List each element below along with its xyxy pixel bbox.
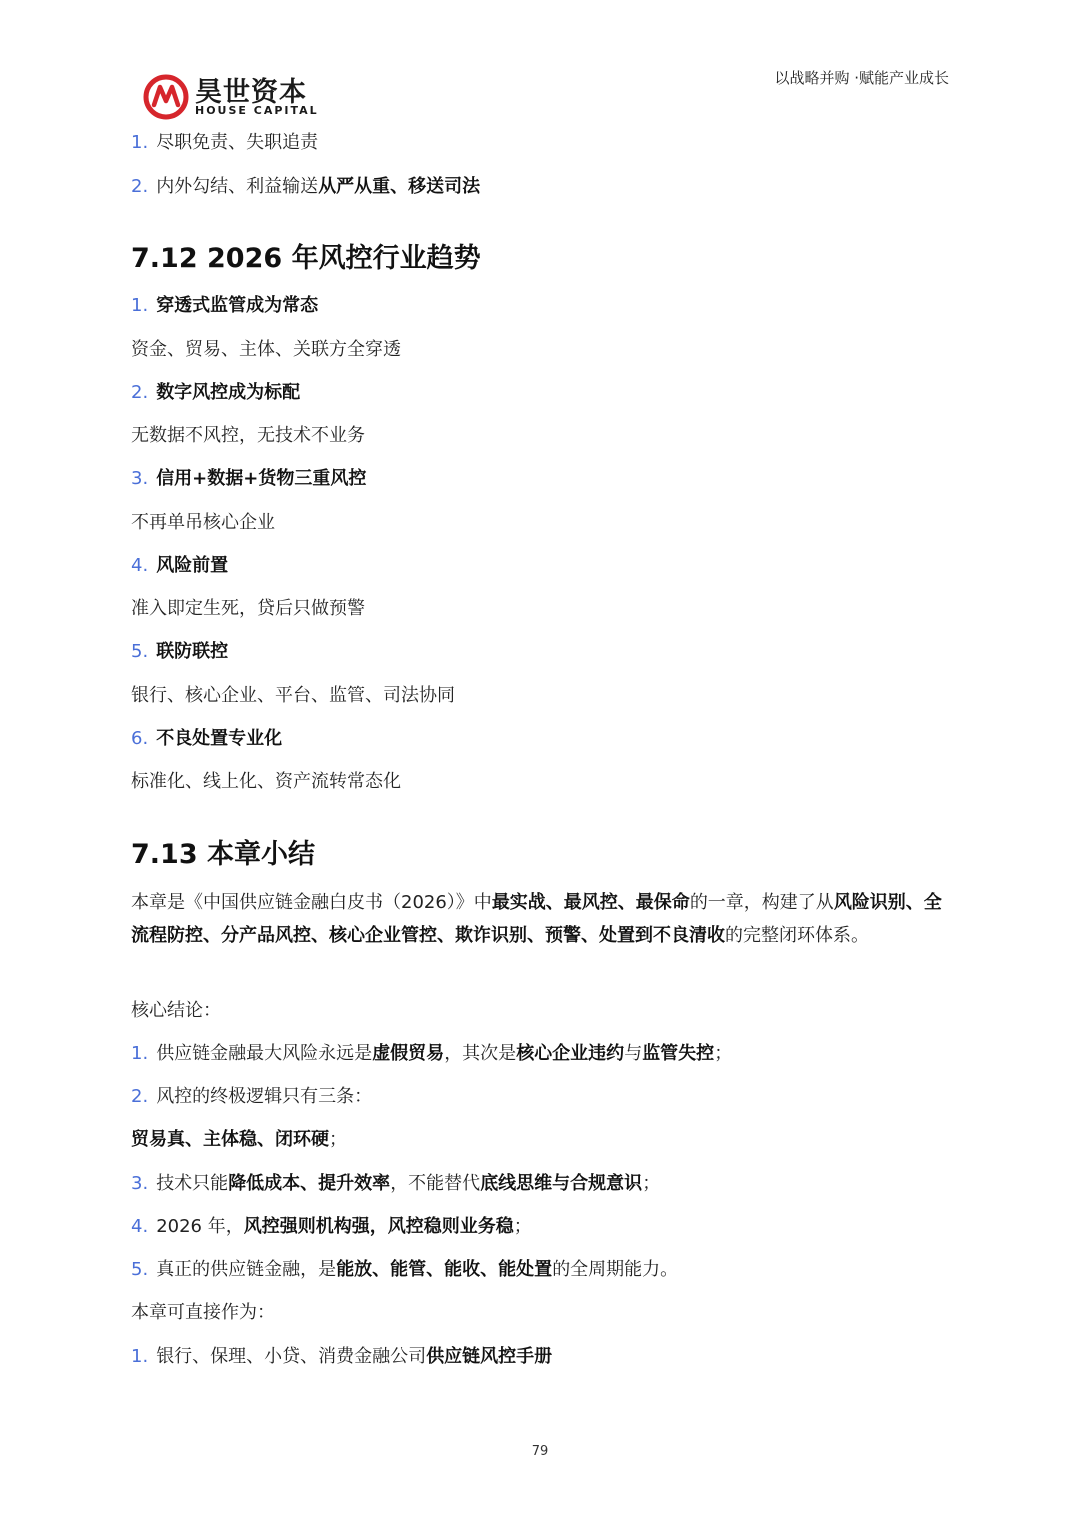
trend-title — [131, 381, 300, 405]
usage-label: 本章可直接作为： — [131, 1302, 275, 1323]
list-text-bold: 从严从重、移送司法 — [318, 176, 481, 197]
trend-desc: 资金、贸易、主体、关联方全穿透 — [131, 339, 401, 360]
conclusions-label: 核心结论： — [131, 1000, 221, 1021]
list-number: 1. — [131, 132, 149, 153]
conclusion-text: 的全周期能力。 — [552, 1259, 679, 1280]
trend-title-text: 风险前置 — [156, 555, 229, 576]
conclusion-text: 风控的终极逻辑只有三条： — [156, 1086, 373, 1107]
conclusion-text-bold: 核心企业违约 — [516, 1043, 625, 1064]
conclusion-text: ； — [714, 1043, 733, 1064]
logo-name-en: HOUSE CAPITAL — [195, 104, 319, 117]
trend-title — [131, 294, 318, 318]
company-logo — [143, 70, 319, 120]
conclusion-text: 与 — [624, 1043, 643, 1064]
trend-title-text: 数字风控成为标配 — [156, 382, 301, 403]
conclusion-text-bold: 底线思维与合规意识 — [480, 1173, 643, 1194]
conclusion-text: ，其次是 — [444, 1043, 517, 1064]
conclusion-text-bold: 监管失控 — [642, 1043, 715, 1064]
summary-text: 的一章，构建了从 — [689, 892, 834, 913]
list-number: 2. — [131, 176, 149, 197]
trend-desc: 无数据不风控，无技术不业务 — [131, 425, 365, 446]
summary-text-bold: 最实战、最风控、最保命 — [491, 892, 690, 913]
conclusion-item — [131, 1172, 660, 1196]
conclusion-text-bold: 降低成本、提升效率 — [228, 1173, 391, 1194]
summary-text-bold: 风险识别、全流程防控、分产品风控、核心企业管控、欺诈识别、预警、处置到不良清收 — [131, 892, 942, 946]
conclusion-text-bold: 贸易真、主体稳、闭环硬 — [131, 1129, 329, 1150]
list-number: 4. — [131, 555, 149, 576]
conclusion-text-bold: 风控强则机构强，风控稳则业务稳 — [243, 1216, 514, 1237]
list-number: 3. — [131, 468, 149, 489]
summary-text: 的完整闭环体系。 — [725, 925, 869, 946]
usage-text-bold: 供应链风控手册 — [426, 1346, 553, 1367]
list-number: 1. — [131, 1346, 149, 1367]
conclusion-emphasis — [131, 1128, 347, 1152]
section-heading-7-12: 7.12 2026 年风控行业趋势 — [131, 243, 481, 274]
trend-desc: 不再单吊核心企业 — [131, 512, 275, 533]
conclusion-text: ； — [329, 1129, 347, 1150]
conclusion-text: ，不能替代 — [390, 1173, 481, 1194]
list-number: 1. — [131, 1043, 149, 1064]
list-number: 2. — [131, 382, 149, 403]
conclusion-text: 2026 年， — [156, 1216, 244, 1237]
list-number: 2. — [131, 1086, 149, 1107]
trend-desc: 准入即定生死，贷后只做预警 — [131, 598, 365, 619]
conclusion-text: ； — [513, 1216, 532, 1237]
conclusion-text-bold: 虚假贸易 — [372, 1043, 445, 1064]
list-number: 6. — [131, 728, 149, 749]
conclusion-item — [131, 1258, 678, 1282]
trend-title — [131, 554, 228, 578]
conclusion-text: ； — [642, 1173, 661, 1194]
conclusion-text: 真正的供应链金融，是 — [156, 1259, 337, 1280]
section-heading-7-13: 7.13 本章小结 — [131, 839, 316, 870]
usage-text: 银行、保理、小贷、消费金融公司 — [156, 1346, 427, 1367]
summary-paragraph — [131, 886, 951, 952]
trend-title-text: 联防联控 — [156, 641, 229, 662]
list-number: 4. — [131, 1216, 149, 1237]
header-tagline: 以战略并购 ·赋能产业成长 — [774, 69, 949, 87]
list-number: 3. — [131, 1173, 149, 1194]
list-number: 5. — [131, 641, 149, 662]
list-text: 内外勾结、利益输送 — [156, 176, 319, 197]
trend-title-text: 穿透式监管成为常态 — [156, 295, 319, 316]
list-text: 尽职免责、失职追责 — [156, 132, 319, 153]
trend-title — [131, 727, 282, 751]
logo-name-cn: 昊世资本 — [195, 77, 307, 108]
conclusion-text: 技术只能 — [156, 1173, 229, 1194]
trend-title-text: 不良处置专业化 — [156, 728, 283, 749]
trend-desc: 标准化、线上化、资产流转常态化 — [131, 771, 401, 792]
trend-title — [131, 640, 228, 664]
usage-item — [131, 1345, 552, 1369]
trend-title-text: 信用+数据+货物三重风控 — [156, 468, 367, 489]
list-item — [131, 175, 480, 199]
list-number: 5. — [131, 1259, 149, 1280]
conclusion-item — [131, 1215, 532, 1239]
page-number: 79 — [531, 1444, 549, 1459]
conclusion-item — [131, 1042, 732, 1066]
house-capital-logo-icon — [143, 74, 189, 120]
conclusion-text-bold: 能放、能管、能收、能处置 — [336, 1259, 553, 1280]
summary-text: 本章是《中国供应链金融白皮书（2026）》中 — [131, 892, 492, 913]
list-number: 1. — [131, 295, 149, 316]
conclusion-item — [131, 1085, 372, 1109]
trend-title — [131, 467, 366, 491]
conclusion-text: 供应链金融最大风险永远是 — [156, 1043, 373, 1064]
trend-desc: 银行、核心企业、平台、监管、司法协同 — [131, 685, 455, 706]
list-item — [131, 131, 318, 155]
